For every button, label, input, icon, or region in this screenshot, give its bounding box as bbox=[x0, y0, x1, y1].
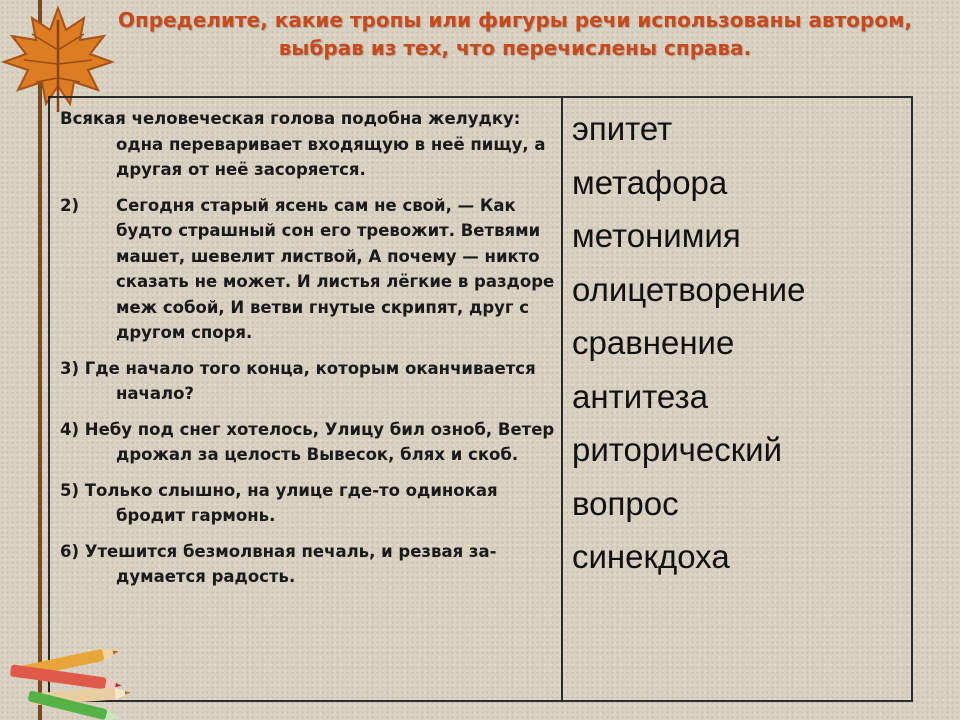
example-item bbox=[58, 478, 558, 529]
example-text: 5) Только слышно, на улице где-то одинокая бродит гармонь. bbox=[60, 480, 498, 525]
task-title bbox=[80, 6, 950, 62]
exercise-table bbox=[48, 96, 913, 702]
title-line-1: Определите, какие тропы или фигуры речи использованы автором, bbox=[117, 8, 913, 32]
example-text: 3) Где начало того конца, которым оканчивается начало? bbox=[60, 358, 536, 403]
term-comparison: сравнение bbox=[572, 324, 735, 361]
example-text: 6) Утешится безмолвная печаль, и резвая за-думается радость. bbox=[60, 541, 497, 586]
terms-column bbox=[572, 102, 902, 584]
example-item bbox=[58, 106, 558, 183]
title-line-2: выбрав из тех, что перечислены справа. bbox=[278, 36, 752, 60]
term-rhetorical: риторический bbox=[572, 431, 783, 468]
examples-column bbox=[58, 106, 558, 600]
term-metonymy: метонимия bbox=[572, 217, 741, 254]
example-text: 4) Небу под снег хотелось, Улицу бил озноб, Ветер дрожал за целость Вывесок, блях и скоб. bbox=[60, 419, 555, 464]
term-metaphor: метафора bbox=[572, 163, 728, 201]
crayons-icon bbox=[0, 640, 160, 720]
term-epithet: эпитет bbox=[572, 110, 673, 147]
example-item bbox=[58, 539, 558, 590]
example-number: 2) bbox=[60, 195, 80, 215]
term-synecdoche: синекдоха bbox=[572, 538, 730, 575]
example-text: Сегодня старый ясень сам не свой, — Как будто страшный сон его тревожит. Ветвями машет, шевелит листвой, А почему — никто сказать не может. И листья лёгкие в раздоре меж собой, И ветви гнутые скрипят, друг с другом споря. bbox=[116, 195, 555, 342]
example-item bbox=[58, 417, 558, 468]
example-item bbox=[58, 193, 558, 346]
term-antithesis: антитеза bbox=[572, 377, 708, 415]
column-divider bbox=[561, 98, 563, 700]
example-text: Всякая человеческая голова подобна желудку: одна переваривает входящую в неё пищу, а другая от неё засоряется. bbox=[60, 109, 546, 179]
term-personification: олицетворение bbox=[572, 270, 806, 308]
example-item bbox=[58, 356, 558, 407]
term-question: вопрос bbox=[572, 484, 679, 522]
